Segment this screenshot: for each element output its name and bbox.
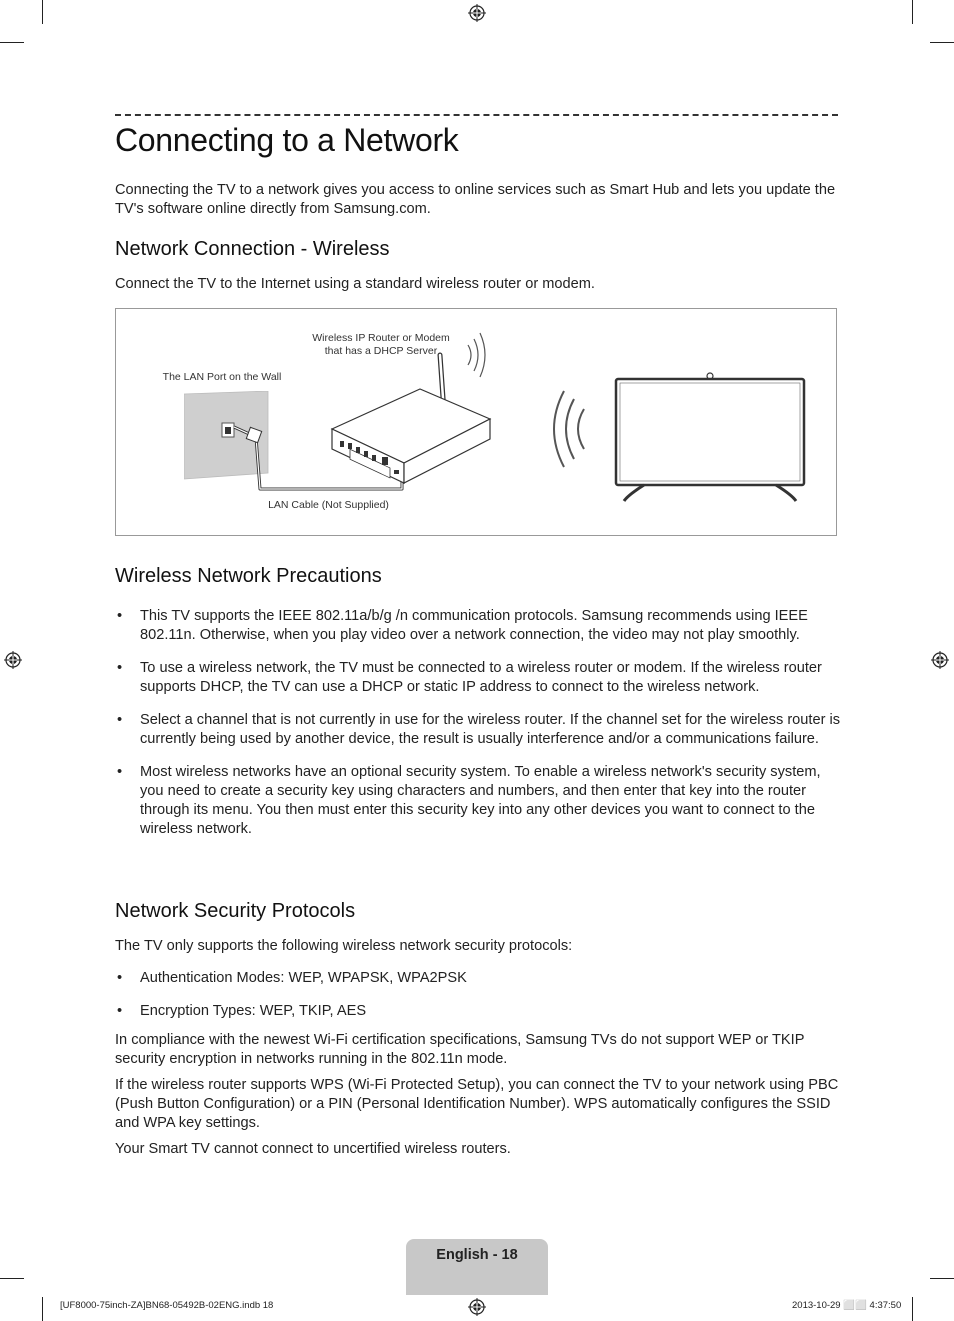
crop-mark: [912, 0, 913, 24]
wifi-waves-icon: [464, 331, 494, 381]
crop-mark: [42, 1297, 43, 1321]
cable-label: LAN Cable (Not Supplied): [268, 499, 389, 511]
page-number-tab: [406, 1239, 548, 1295]
security-paragraph-1: In compliance with the newest Wi-Fi certification specifications, Samsung TVs do not support WEP or TKIP security encryption in networks running in the 802.11n mode.: [115, 1032, 805, 1067]
bullet-marker: •: [117, 712, 123, 728]
bullet-marker: •: [117, 660, 123, 676]
page-title: Connecting to a Network: [115, 122, 459, 158]
crop-mark: [0, 1278, 24, 1279]
list-item: [115, 969, 841, 988]
section-heading-wireless: Network Connection - Wireless: [115, 238, 390, 260]
crop-mark: [930, 42, 954, 43]
network-diagram: [115, 308, 837, 536]
lan-port-label: The LAN Port on the Wall: [162, 371, 282, 383]
bullet-marker: •: [117, 970, 123, 986]
list-item: [115, 607, 841, 645]
precautions-list: [115, 607, 841, 839]
list-item: [115, 763, 841, 839]
registration-mark-icon: [4, 651, 22, 669]
crop-mark: [0, 42, 24, 43]
bullet-marker: •: [117, 1003, 123, 1019]
registration-mark-icon: [468, 1298, 486, 1316]
wifi-waves-icon: [544, 389, 588, 469]
registration-mark-icon: [468, 4, 486, 22]
crop-mark: [930, 1278, 954, 1279]
security-paragraph-2: If the wireless router supports WPS (Wi-Fi Protected Setup), you can connect the TV to your network using PBC (Push Button Configuration) or a PIN (Personal Identification Number). WPS automatically configures the SSID and WPA key settings.: [115, 1077, 839, 1131]
list-item-text: Authentication Modes: WEP, WPAPSK, WPA2PSK: [140, 970, 467, 986]
list-item: [115, 1002, 841, 1021]
list-item: [115, 711, 841, 749]
registration-mark-icon: [931, 651, 949, 669]
router-label-line2: that has a DHCP Server: [324, 345, 438, 357]
print-slug-left: [UF8000-75inch-ZA]BN68-05492B-02ENG.indb 18: [60, 1300, 274, 1311]
section-heading-precautions: Wireless Network Precautions: [115, 565, 382, 587]
list-item-text: Most wireless networks have an optional security system. To enable a wireless network's security system, you need to create a security key using characters and numbers, and then enter that key into the router through its menu. You then must enter this security key into any other devices you want to connect to the wireless network.: [140, 764, 821, 837]
list-item-text: To use a wireless network, the TV must be connected to a wireless router or modem. If the wireless router supports DHCP, the TV can use a DHCP or static IP address to connect to the wireless network.: [140, 660, 822, 695]
crop-mark: [912, 1297, 913, 1321]
list-item-text: Select a channel that is not currently in use for the wireless router. If the channel set for the wireless router is currently being used by another device, the result is usually interference and/or a communications failure.: [140, 712, 841, 747]
list-item-text: Encryption Types: WEP, TKIP, AES: [140, 1003, 367, 1019]
router-label-line1: Wireless IP Router or Modem: [312, 332, 450, 344]
bullet-marker: •: [117, 764, 123, 780]
title-divider: [115, 114, 838, 116]
bullet-marker: •: [117, 608, 123, 624]
list-item: [115, 659, 841, 697]
intro-paragraph: Connecting the TV to a network gives you access to online services such as Smart Hub and lets you update the TV's software online directly from Samsung.com.: [115, 182, 836, 217]
print-slug-right: 2013-10-29 ⬜⬜ 4:37:50: [792, 1300, 902, 1311]
tv-icon: [614, 371, 808, 505]
section-heading-security: Network Security Protocols: [115, 900, 356, 922]
security-paragraph-3: Your Smart TV cannot connect to uncertified wireless routers.: [115, 1141, 511, 1157]
security-intro: The TV only supports the following wireless network security protocols:: [115, 938, 573, 954]
list-item-text: This TV supports the IEEE 802.11a/b/g /n communication protocols. Samsung recommends using IEEE 802.11n. Otherwise, when you play video over a network connection, the video may not play smoothly.: [140, 608, 808, 643]
security-list: [115, 969, 841, 1021]
page-number: English - 18: [436, 1247, 518, 1263]
crop-mark: [42, 0, 43, 24]
wireless-description: Connect the TV to the Internet using a standard wireless router or modem.: [115, 276, 595, 292]
